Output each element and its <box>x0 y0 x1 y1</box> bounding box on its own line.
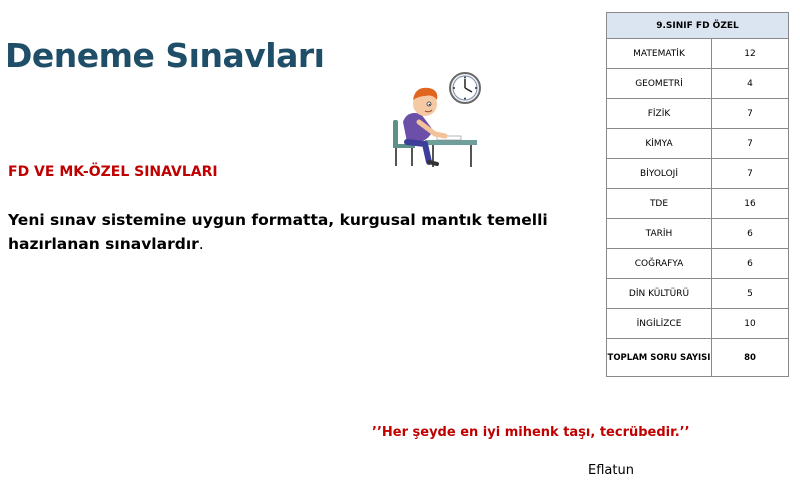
table-row <box>607 159 789 189</box>
count-cell: 4 <box>712 69 789 99</box>
count-cell: 6 <box>712 219 789 249</box>
subject-cell: İNGİLİZCE <box>607 309 712 339</box>
subject-cell: DİN KÜLTÜRÜ <box>607 279 712 309</box>
subject-cell: KİMYA <box>607 129 712 159</box>
table-total-row <box>607 339 789 377</box>
count-cell: 12 <box>712 39 789 69</box>
table-header: 9.SINIF FD ÖZEL <box>607 13 789 39</box>
count-cell: 5 <box>712 279 789 309</box>
table-row <box>607 189 789 219</box>
subject-cell: TARİH <box>607 219 712 249</box>
clock-icon <box>450 73 480 103</box>
count-cell: 7 <box>712 99 789 129</box>
table-header-row <box>607 13 789 39</box>
subject-cell: GEOMETRİ <box>607 69 712 99</box>
table-row <box>607 279 789 309</box>
count-cell: 7 <box>712 159 789 189</box>
description-text <box>8 208 583 256</box>
subject-cell: COĞRAFYA <box>607 249 712 279</box>
slide-title: Deneme Sınavları <box>5 36 325 75</box>
quote-text: ’’Her şeyde en iyi mihenk taşı, tecrübedir.’’ <box>372 425 690 440</box>
table-row <box>607 129 789 159</box>
table-row <box>607 69 789 99</box>
table-row <box>607 99 789 129</box>
total-label-cell: TOPLAM SORU SAYISI <box>607 339 712 377</box>
question-distribution-table <box>606 12 789 377</box>
subject-cell: FİZİK <box>607 99 712 129</box>
table-row <box>607 309 789 339</box>
description-end: . <box>198 235 204 253</box>
quote-author: Eflatun <box>588 463 634 478</box>
description-main: Yeni sınav sistemine uygun formatta, kurgusal mantık temelli hazırlanan sınavlardır <box>8 211 548 253</box>
subject-cell: TDE <box>607 189 712 219</box>
table-row <box>607 249 789 279</box>
total-value-cell: 80 <box>712 339 789 377</box>
subject-cell: BİYOLOJİ <box>607 159 712 189</box>
subject-cell: MATEMATİK <box>607 39 712 69</box>
count-cell: 6 <box>712 249 789 279</box>
table-row <box>607 219 789 249</box>
student-exam-illustration <box>385 70 485 170</box>
table-row <box>607 39 789 69</box>
count-cell: 10 <box>712 309 789 339</box>
count-cell: 7 <box>712 129 789 159</box>
section-heading: FD VE MK-ÖZEL SINAVLARI <box>8 164 218 180</box>
count-cell: 16 <box>712 189 789 219</box>
